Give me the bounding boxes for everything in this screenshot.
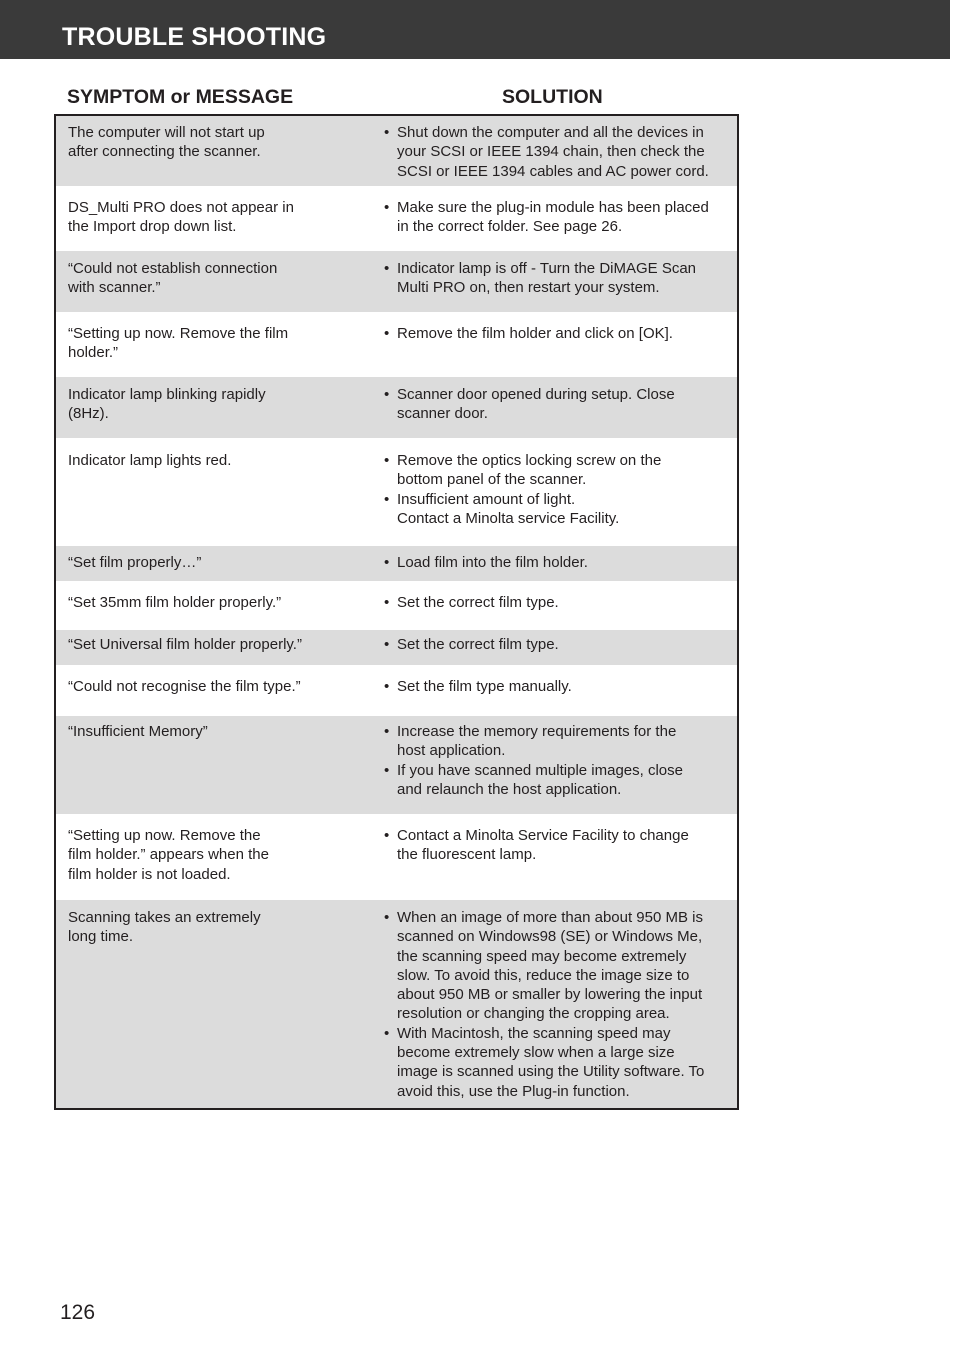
table-row [56,312,737,377]
solution-item [384,490,736,529]
symptom-line: after connecting the scanner. [68,143,261,161]
solution-line: • Remove the film holder and click on [OK]. [397,325,673,342]
solution-line: and relaunch the host application. [397,780,622,798]
table-row [56,630,737,665]
solution-item [384,259,736,298]
symptom-line: DS_Multi PRO does not appear in [68,199,294,216]
solution-line: • If you have scanned multiple images, close [397,761,683,779]
solution-line: your SCSI or IEEE 1394 chain, then check the [397,143,705,161]
solution-cell [384,259,736,298]
solution-line: • With Macintosh, the scanning speed may [397,1024,671,1042]
table-row [56,581,737,630]
solution-cell [384,677,736,696]
solution-cell [384,198,736,237]
symptom-cell [68,451,338,470]
symptom-line: “Set 35mm film holder properly.” [68,594,282,611]
symptom-cell [68,908,338,947]
symptom-line: “Could not establish connection [68,260,278,277]
solution-line: • Shut down the computer and all the devices in [397,124,704,141]
symptom-line: “Set Universal film holder properly.” [68,636,302,653]
symptom-line: “Setting up now. Remove the film [68,325,289,342]
symptom-cell [68,593,338,612]
symptom-line: “Setting up now. Remove the [68,827,261,844]
solution-line: • Scanner door opened during setup. Close [397,386,675,403]
symptom-line: holder.” [68,344,119,362]
symptom-line: long time. [68,928,134,946]
solution-line: in the correct folder. See page 26. [397,218,623,236]
solution-item [384,553,736,572]
solution-cell [384,826,736,865]
symptom-cell [68,826,338,884]
symptom-line: the Import drop down list. [68,218,237,236]
symptom-line: The computer will not start up [68,124,265,141]
solution-item [384,826,736,865]
solution-line: Contact a Minolta service Facility. [397,509,620,527]
symptom-line: with scanner.” [68,279,161,297]
symptom-line: (8Hz). [68,405,109,423]
solution-item [384,761,736,800]
symptom-line: “Insufficient Memory” [68,723,208,740]
solution-cell [384,385,736,424]
solution-line: • Make sure the plug-in module has been placed [397,199,709,216]
symptom-cell [68,385,338,424]
troubleshooting-table [54,114,739,1110]
solution-cell [384,908,736,1101]
symptom-line: Scanning takes an extremely [68,909,261,926]
symptom-cell [68,635,338,654]
solution-column-header: SOLUTION [502,86,603,108]
solution-item [384,123,736,181]
solution-line: avoid this, use the Plug-in function. [397,1082,630,1100]
symptom-line: Indicator lamp blinking rapidly [68,386,266,403]
solution-line: • Set the correct film type. [397,594,559,611]
table-row [56,716,737,814]
solution-item [384,1024,736,1101]
solution-line: • Load film into the film holder. [397,554,588,571]
symptom-line: film holder is not loaded. [68,865,231,883]
table-row [56,116,737,186]
symptom-line: “Could not recognise the film type.” [68,678,301,695]
symptom-line: Indicator lamp lights red. [68,452,232,469]
solution-line: the fluorescent lamp. [397,846,537,864]
symptom-cell [68,324,338,363]
solution-line: image is scanned using the Utility software. To [397,1063,705,1081]
symptom-cell [68,553,338,572]
table-row [56,546,737,581]
solution-line: • Set the film type manually. [397,678,572,695]
symptom-cell [68,259,338,298]
solution-item [384,722,736,761]
symptom-cell [68,123,338,162]
symptom-line: “Set film properly…” [68,554,202,571]
page-title: TROUBLE SHOOTING [62,23,327,51]
table-row [56,665,737,716]
table-row [56,814,737,900]
table-row [56,186,737,251]
solution-item [384,385,736,424]
solution-line: • Indicator lamp is off - Turn the DiMAGE Scan [397,260,697,277]
solution-cell [384,593,736,612]
solution-line: the scanning speed may become extremely [397,947,687,965]
solution-item [384,451,736,490]
symptom-line: film holder.” appears when the [68,846,269,864]
solution-line: • Set the correct film type. [397,636,559,653]
table-row [56,438,737,546]
solution-line: resolution or changing the cropping area. [397,1005,670,1023]
solution-cell [384,635,736,654]
solution-item [384,593,736,612]
solution-line: become extremely slow when a large size [397,1044,675,1062]
solution-line: SCSI or IEEE 1394 cables and AC power cord. [397,162,709,180]
page-number: 126 [60,1301,96,1324]
solution-line: • When an image of more than about 950 MB is [397,909,704,926]
solution-line: • Increase the memory requirements for the [397,723,677,740]
solution-line: scanner door. [397,405,488,423]
solution-line: • Contact a Minolta Service Facility to change [397,827,689,844]
solution-item [384,324,736,343]
solution-line: host application. [397,742,506,760]
symptom-column-header: SYMPTOM or MESSAGE [67,86,294,108]
symptom-cell [68,198,338,237]
solution-cell [384,722,736,799]
solution-item [384,908,736,1024]
solution-cell [384,324,736,343]
solution-item [384,198,736,237]
table-row [56,900,737,1108]
solution-line: Multi PRO on, then restart your system. [397,279,660,297]
solution-line: about 950 MB or smaller by lowering the input [397,986,703,1004]
solution-item [384,677,736,696]
solution-line: bottom panel of the scanner. [397,471,587,489]
solution-line: scanned on Windows98 (SE) or Windows Me, [397,928,703,946]
symptom-cell [68,677,338,696]
symptom-cell [68,722,338,741]
header-band [0,0,950,59]
solution-line: • Remove the optics locking screw on the [397,452,662,469]
solution-cell [384,553,736,572]
table-row [56,251,737,312]
solution-cell [384,123,736,181]
solution-line: • Insufficient amount of light. [397,490,576,508]
solution-line: slow. To avoid this, reduce the image size to [397,966,690,984]
solution-item [384,635,736,654]
table-row [56,377,737,438]
solution-cell [384,451,736,528]
